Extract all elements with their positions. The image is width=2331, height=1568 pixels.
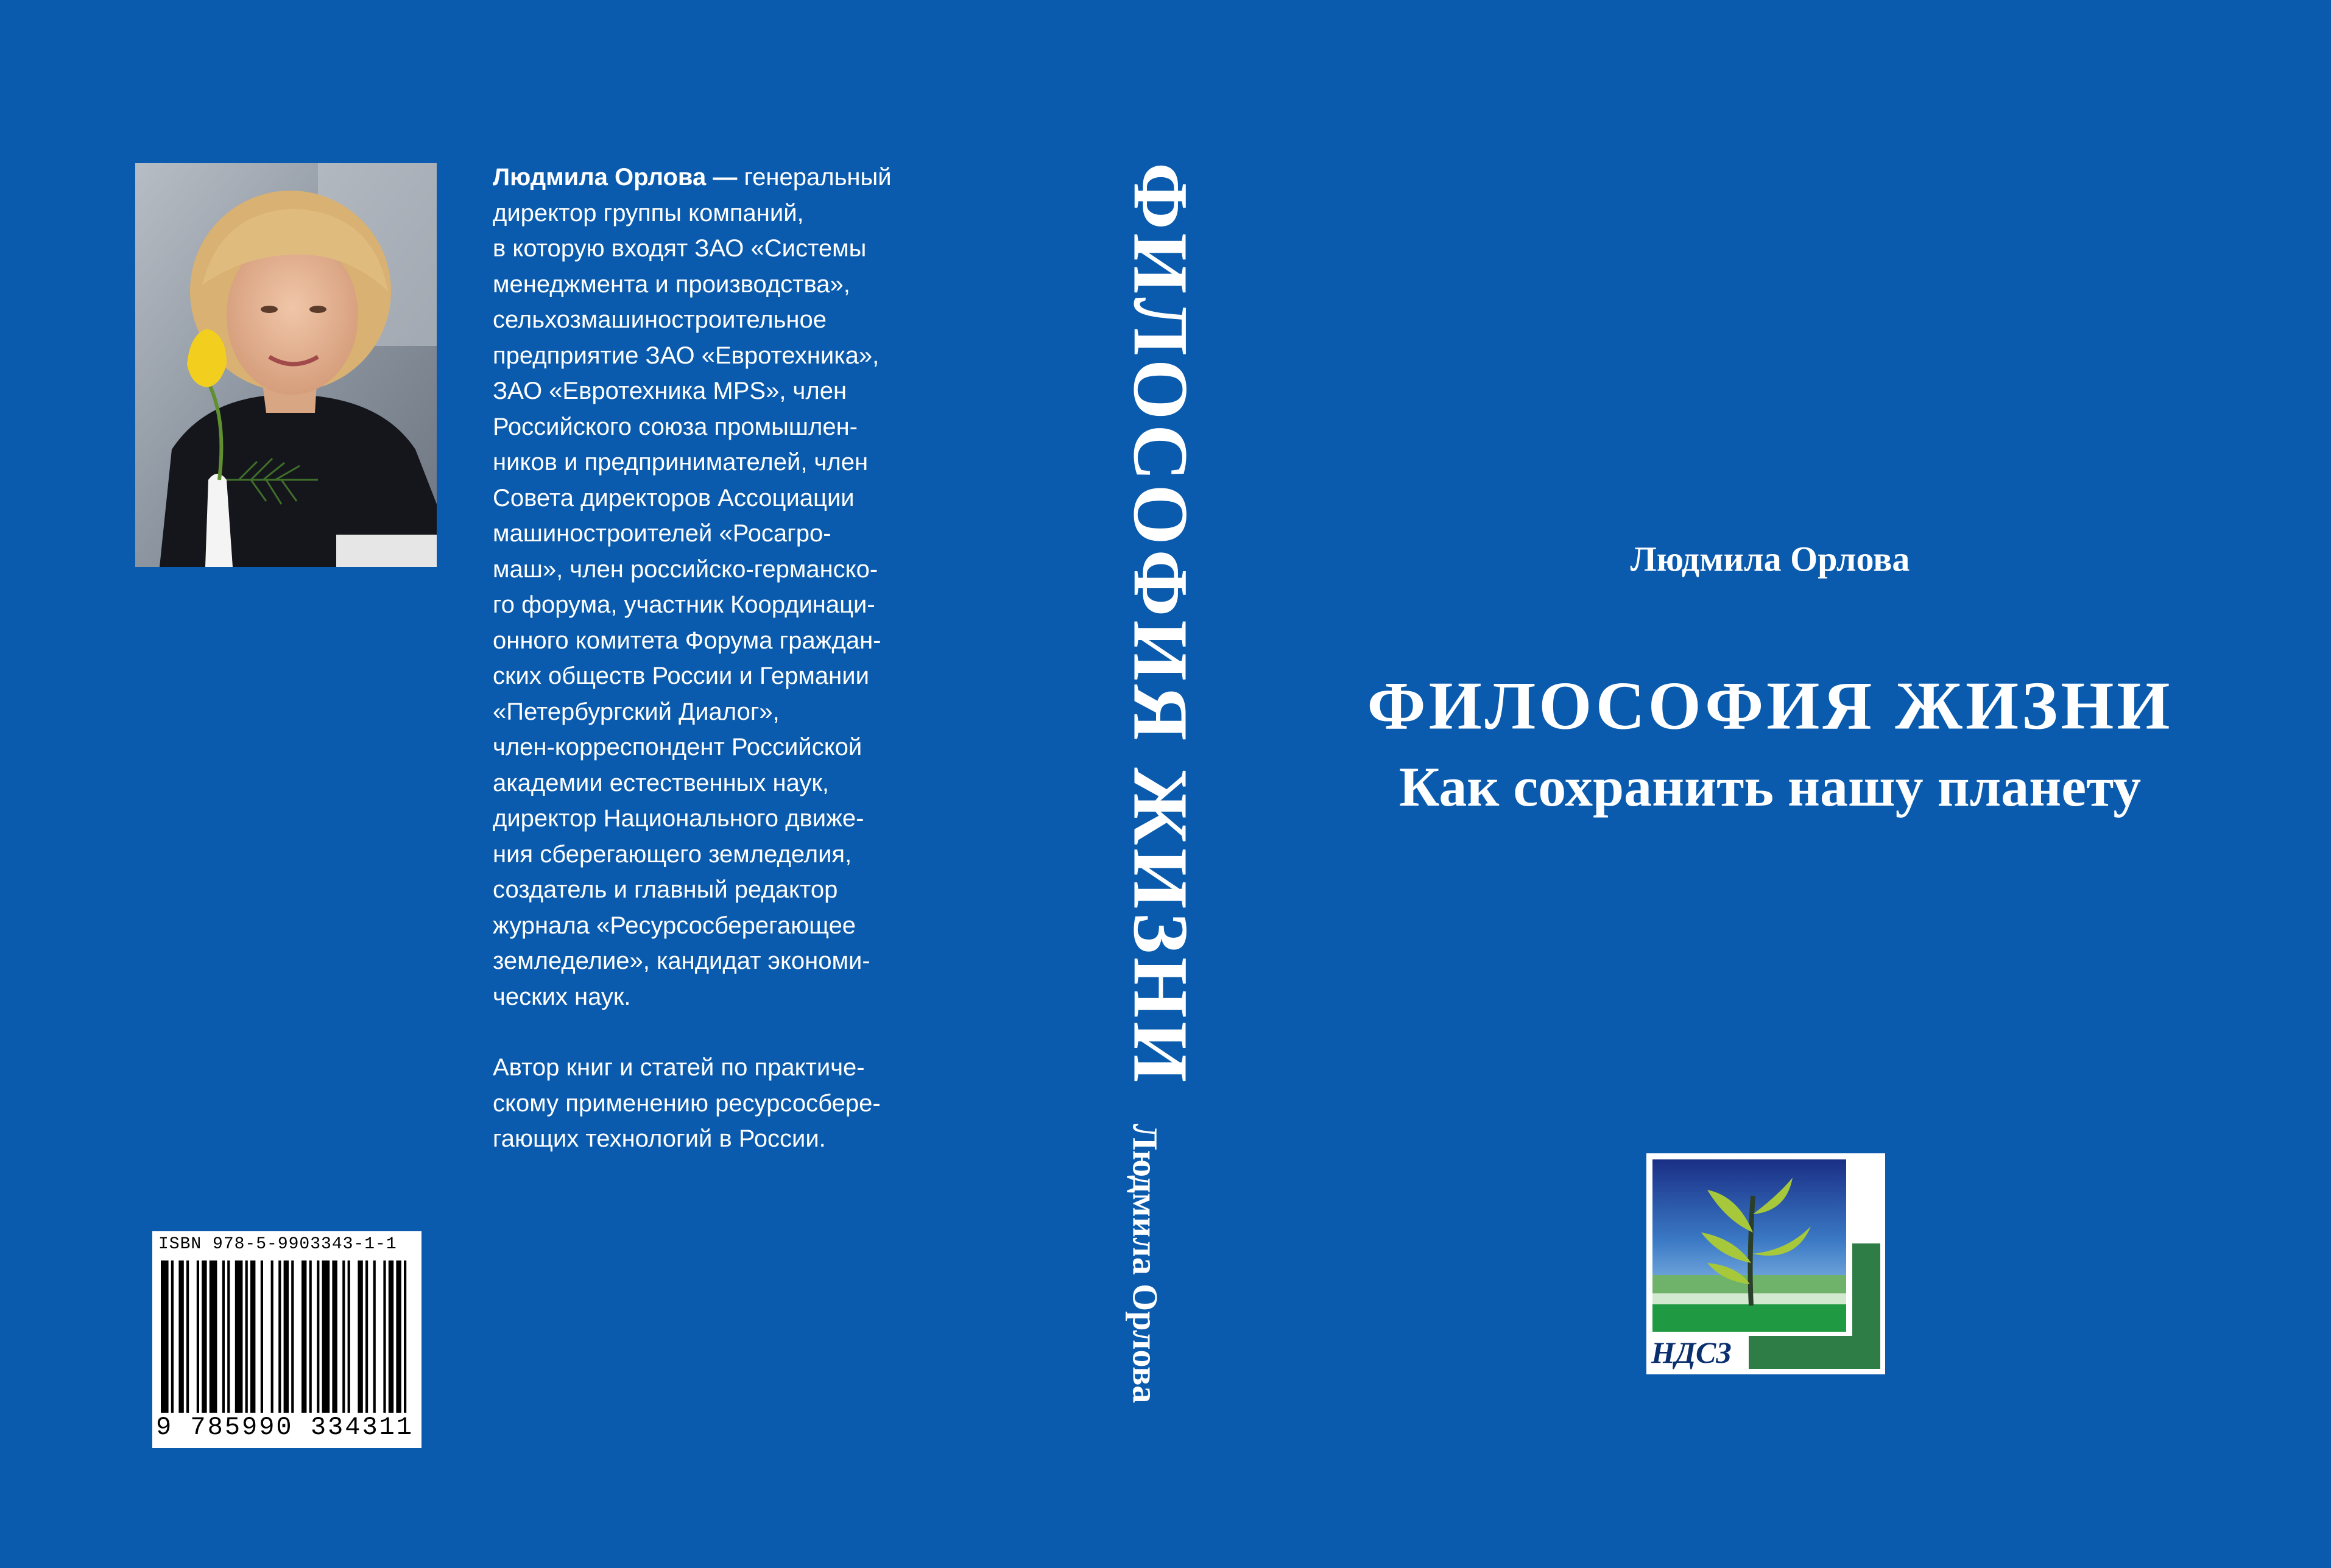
barcode-bar: [235, 1260, 243, 1413]
bio-line: [493, 195, 931, 231]
barcode-bar: [245, 1260, 248, 1413]
works-line: скому применению ресурсосбере-: [493, 1089, 881, 1117]
bio-line: [493, 302, 931, 338]
bio-line: [493, 801, 931, 837]
bio-line: [493, 765, 931, 801]
bio-line-text: ЗАО «Евротехника MPS», член: [493, 378, 847, 404]
bio-line: [493, 694, 931, 730]
barcode-bar: [389, 1260, 393, 1413]
bio-line-text: менеджмента и производства»,: [493, 270, 850, 298]
barcode-digits: 9 785990 334311: [156, 1413, 414, 1442]
front-subtitle: Как сохранить нашу планету: [1398, 756, 2142, 818]
bio-line: [493, 552, 931, 588]
bio-line-text: генеральный: [737, 164, 892, 191]
front-author: Людмила Орлова: [1630, 539, 1910, 579]
bio-line: [493, 658, 931, 694]
bio-line-text: предприятие ЗАО «Евротехника»,: [493, 342, 880, 369]
works-line: Автор книг и статей по практиче-: [493, 1054, 865, 1081]
barcode-bars: [161, 1260, 413, 1413]
bio-line-text: машиностроителей «Росагро-: [493, 520, 831, 547]
barcode-bar: [171, 1260, 174, 1413]
barcode-bar: [227, 1260, 230, 1413]
bio-line-text: академии естественных наук,: [493, 769, 830, 796]
bio-line-text: маш», член российско-германско-: [493, 555, 878, 583]
bio-line-text: ников и предпринимателей, член: [493, 449, 869, 476]
logo-text: НДСЗ: [1651, 1335, 1732, 1369]
barcode-bar: [383, 1260, 386, 1413]
barcode-bar: [373, 1260, 376, 1413]
barcode-bar: [261, 1260, 263, 1413]
bio-author-name: Людмила Орлова —: [493, 164, 738, 191]
barcode-bar: [278, 1260, 281, 1413]
barcode-bar: [309, 1260, 312, 1413]
bio-line: [493, 231, 931, 267]
bio-line: [493, 445, 931, 480]
bio-line-text: журнала «Ресурсосберегающее: [493, 912, 856, 939]
barcode-bar: [332, 1260, 337, 1413]
bio-line: [493, 943, 931, 979]
barcode-bar: [271, 1260, 273, 1413]
spine-author: Людмила Орлова: [1125, 1123, 1165, 1404]
barcode-bar: [396, 1260, 401, 1413]
barcode-bar: [404, 1260, 406, 1413]
barcode-bar: [222, 1260, 225, 1413]
bio-line: [493, 480, 931, 516]
barcode-bar: [210, 1260, 217, 1413]
barcode-bar: [161, 1260, 169, 1413]
barcode-bar: [202, 1260, 206, 1413]
bio-line-text: сельхозмашиностроительное: [493, 306, 827, 333]
author-photo: [135, 163, 437, 567]
bio-line-text: ческих наук.: [493, 983, 631, 1010]
barcode-bar: [358, 1260, 362, 1413]
bio-line-text: член-корреспондент Российской: [493, 734, 862, 761]
bio-line: [493, 872, 931, 908]
bio-line-text: ских обществ России и Германии: [493, 663, 869, 689]
barcode-bar: [342, 1260, 345, 1413]
bio-line-text: Российского союза промышлен-: [493, 413, 858, 440]
bio-line: [493, 160, 931, 195]
barcode-bar: [291, 1260, 294, 1413]
bio-line-text: ния сберегающего земледелия,: [493, 840, 852, 868]
barcode-bar: [322, 1260, 330, 1413]
barcode-bar: [250, 1260, 255, 1413]
works-paragraph: [493, 1050, 931, 1157]
works-line: гающих технологий в России.: [493, 1125, 826, 1152]
barcode-bar: [284, 1260, 289, 1413]
barcode-bar: [317, 1260, 319, 1413]
publisher-logo: [1646, 1153, 1885, 1374]
front-title: ФИЛОСОФИЯ ЖИЗНИ: [1367, 668, 2173, 744]
barcode-bar: [178, 1260, 183, 1413]
bio-line-text: создатель и главный редактор: [493, 876, 838, 903]
bio-line: [493, 730, 931, 765]
barcode-bar: [348, 1260, 350, 1413]
bio-line-text: директор Национального движе-: [493, 805, 864, 832]
barcode-bar: [186, 1260, 189, 1413]
bio-line: [493, 409, 931, 445]
bio-line-text: Совета директоров Ассоциации: [493, 484, 855, 512]
bio-line: [493, 267, 931, 303]
bio-line: [493, 979, 931, 1015]
bio-line: [493, 373, 931, 409]
spine-title: ФИЛОСОФИЯ ЖИЗНИ: [1117, 162, 1204, 1086]
bio-line-text: «Петербургский Диалог»,: [493, 698, 780, 725]
biography-paragraph: [493, 160, 931, 1014]
author-biography: [493, 160, 931, 1157]
bio-line: [493, 587, 931, 623]
isbn-label: ISBN 978-5-9903343-1-1: [158, 1235, 397, 1254]
bio-line-text: го форума, участник Координаци-: [493, 591, 875, 618]
bio-line: [493, 623, 931, 659]
barcode-bar: [365, 1260, 368, 1413]
bio-line: [493, 837, 931, 873]
bio-line: [493, 338, 931, 374]
bio-line-text: земледелие», кандидат экономи-: [493, 947, 870, 974]
isbn-barcode: [152, 1231, 421, 1448]
bio-line-text: в которую входят ЗАО «Системы: [493, 235, 867, 262]
bio-line: [493, 516, 931, 552]
bio-line-text: онного комитета Форума граждан-: [493, 627, 881, 654]
bio-line: [493, 908, 931, 944]
barcode-bar: [197, 1260, 199, 1413]
barcode-bar: [302, 1260, 306, 1413]
bio-line-text: директор группы компаний,: [493, 199, 804, 227]
